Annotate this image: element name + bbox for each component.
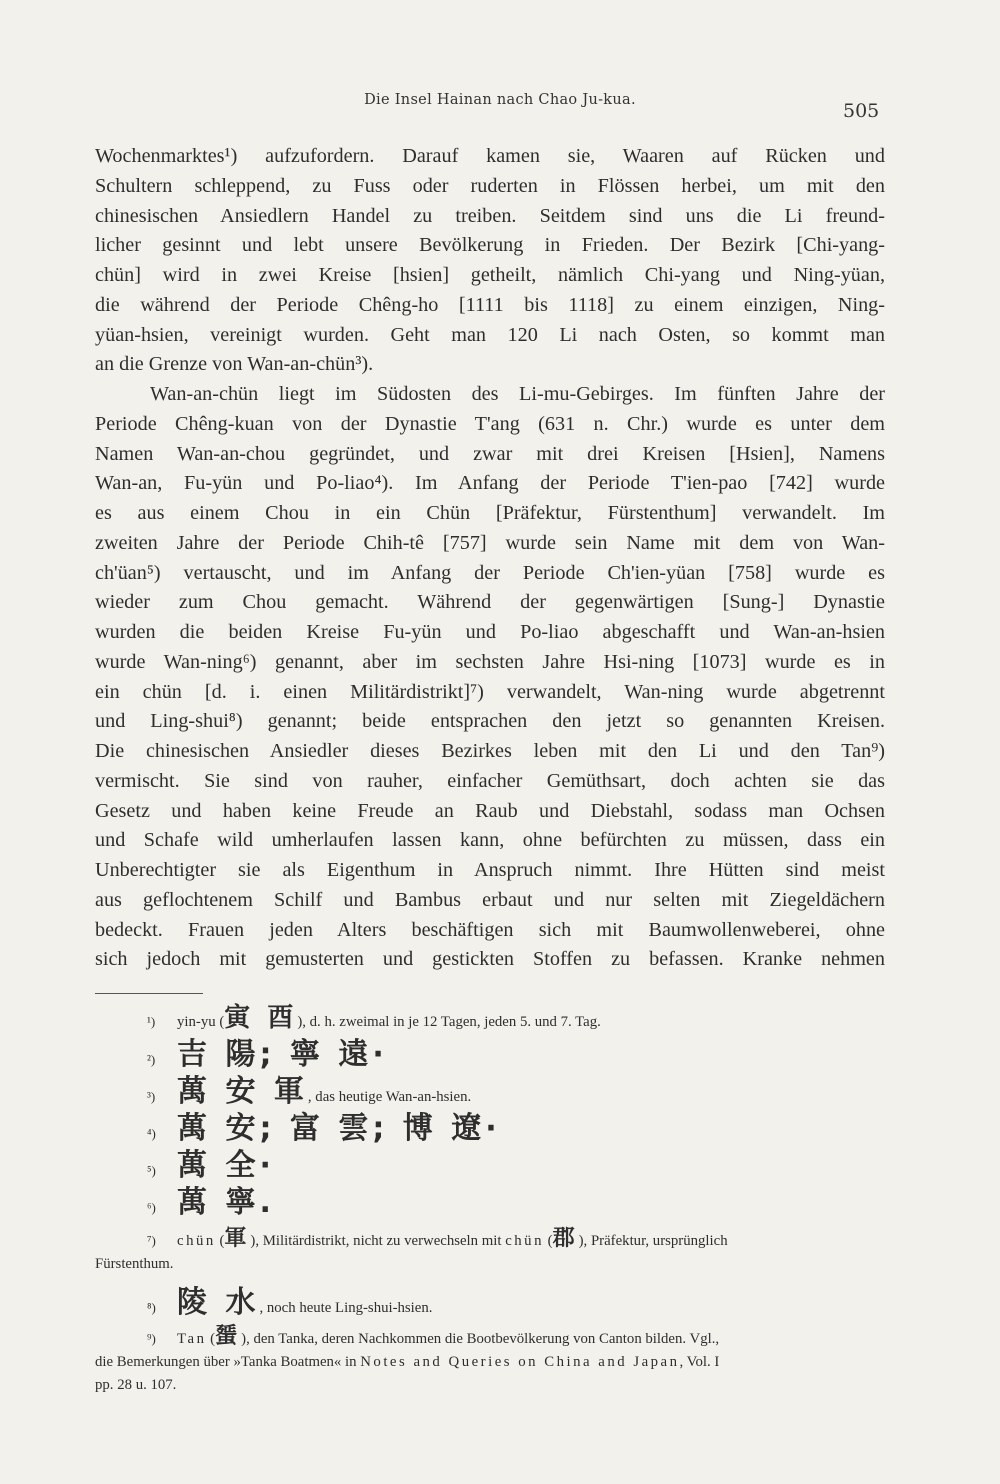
text-line: Schultern schleppend, zu Fuss oder ruderten in Flössen herbei, um mit den [95, 174, 885, 197]
footnote-text: , noch heute Ling-shui-hsien. [259, 1300, 433, 1316]
chinese-characters: 蜑 [215, 1324, 242, 1349]
footnote-marker: ⁷) [147, 1233, 156, 1248]
text-line: chinesischen Ansiedlern Handel zu treiben. Seitdem sind uns die Li freund- [95, 204, 885, 227]
chinese-characters: 軍 [224, 1226, 251, 1251]
page-number: 505 [843, 100, 880, 122]
footnote-5 [95, 1147, 885, 1184]
chinese-characters: 萬 寧. [177, 1185, 275, 1220]
text-line: Gesetz und haben keine Freude an Raub und Diebstahl, sodass man Ochsen [95, 799, 885, 822]
text-line: es aus einem Chou in ein Chün [Präfektur, Fürstenthum] verwandelt. Im [95, 502, 885, 524]
footnote-marker: ¹) [147, 1014, 156, 1029]
footnotes [95, 1000, 885, 1397]
footnote-marker: ⁸) [147, 1300, 156, 1315]
footnote-marker: ⁶) [147, 1200, 156, 1215]
footnote-text: ), d. h. zweimal in je 12 Tagen, jeden 5. und 7. Tag. [297, 1014, 601, 1030]
chinese-characters: 萬 全· [177, 1148, 275, 1183]
footnote-3 [95, 1073, 885, 1110]
text-line: ch'üan⁵) vertauscht, und im Anfang der Periode Ch'ien-yüan [758] wurde es [95, 561, 885, 584]
footnote-text: , das heutige Wan-an-hsien. [307, 1089, 472, 1105]
body-text [95, 142, 885, 975]
text-line: Unberechtigter sie als Eigenthum in Anspruch nimmt. Ihre Hütten sind meist [95, 859, 885, 881]
footnote-divider [95, 993, 203, 994]
footnote-text: pp. 28 u. 107. [95, 1377, 177, 1393]
text-line: und Ling-shui⁸) genannt; beide entsprachen den jetzt so genannten Kreisen. [95, 710, 885, 733]
chinese-characters: 萬 安; 富 雲; 博 遼· [177, 1111, 501, 1146]
chinese-characters: 萬 安 軍 [177, 1074, 308, 1109]
footnote-7 [95, 1227, 885, 1276]
text-line: sich jedoch mit gemusterten und gestickten Stoffen zu befassen. Kranke nehmen [95, 948, 885, 971]
chinese-characters: 陵 水 [177, 1285, 260, 1320]
footnote-6 [95, 1184, 885, 1221]
footnote-marker: ²) [147, 1052, 156, 1067]
footnote-text: ), Präfektur, ursprünglich [578, 1233, 728, 1249]
chinese-characters: 郡 [552, 1226, 579, 1251]
running-title: Die Insel Hainan nach Chao Ju-kua. [364, 92, 636, 108]
text-line: chün] wird in zwei Kreise [hsien] getheilt, nämlich Chi-yang und Ning-yüan, [95, 264, 885, 286]
chinese-characters: 吉 陽; 寧 遠· [177, 1037, 388, 1072]
text-line: bedeckt. Frauen jeden Alters beschäftigen sich mit Baumwollenweberei, ohne [95, 918, 885, 941]
text-line: wurden die beiden Kreise Fu-yün und Po-liao abgeschafft und Wan-an-hsien [95, 621, 885, 643]
footnote-marker: ³) [147, 1089, 156, 1104]
footnote-1 [95, 1000, 885, 1036]
text-line: und Schafe wild umherlaufen lassen kann, ohne befürchten zu müssen, dass ein [95, 829, 885, 852]
text-line: ein chün [d. i. einen Militärdistrikt]⁷) verwandelt, Wan-ning wurde abgetrennt [95, 680, 885, 703]
footnote-title: Notes and Queries on China and Japan [360, 1354, 680, 1370]
text-line: Periode Chêng-kuan von der Dynastie T'ang (631 n. Chr.) wurde es unter dem [95, 412, 885, 435]
text-line: die während der Periode Chêng-ho [1111 bis 1118] zu einem einzigen, Ning- [95, 293, 885, 316]
text-line: yüan-hsien, vereinigt wurden. Geht man 120 Li nach Osten, so kommt man [95, 323, 885, 346]
text-line: an die Grenze von Wan-an-chün³). [95, 353, 374, 376]
text-line: aus geflochtenem Schilf und Bambus erbaut und nur selten mit Ziegeldächern [95, 888, 885, 911]
footnote-text: ), Militärdistrikt, nicht zu verwechseln mit [250, 1233, 506, 1249]
footnote-term: chün [505, 1233, 544, 1249]
footnote-term: Tan [177, 1331, 207, 1347]
footnote-8 [95, 1284, 885, 1321]
text-line: Wan-an-chün liegt im Südosten des Li-mu-Gebirges. Im fünften Jahre der [150, 383, 885, 405]
footnote-text: Fürstenthum. [95, 1256, 174, 1272]
text-line: Wan-an, Fu-yün und Po-liao⁴). Im Anfang der Periode T'ien-pao [742] wurde [95, 472, 885, 495]
footnote-text: , Vol. I [679, 1354, 720, 1370]
text-line: wieder zum Chou gemacht. Während der gegenwärtigen [Sung-] Dynastie [95, 591, 885, 614]
footnote-4 [95, 1110, 885, 1147]
footnote-text: ( [543, 1233, 553, 1249]
text-line: Wochenmarktes¹) aufzufordern. Darauf kamen sie, Waaren auf Rücken und [95, 145, 885, 167]
text-line: Namen Wan-an-chou gegründet, und zwar mit drei Kreisen [Hsien], Namens [95, 442, 885, 465]
text-line: zweiten Jahre der Periode Chih-tê [757] wurde sein Name mit dem von Wan- [95, 531, 885, 554]
footnote-term: chün [177, 1233, 216, 1249]
footnote-text: ), den Tanka, deren Nachkommen die Bootbevölkerung von Canton bilden. Vgl., [241, 1331, 720, 1347]
text-line: vermischt. Sie sind von rauher, einfacher Gemüthsart, doch achten sie das [95, 769, 885, 792]
footnote-9 [95, 1325, 885, 1397]
footnote-text: ( [215, 1233, 225, 1249]
footnote-2 [95, 1036, 885, 1073]
footnote-text: yin-yu ( [177, 1014, 225, 1030]
text-line: Die chinesischen Ansiedler dieses Bezirkes leben mit den Li und den Tan⁹) [95, 740, 885, 762]
footnote-marker: ⁹) [147, 1331, 156, 1346]
footnote-marker: ⁵) [147, 1163, 156, 1178]
text-line: wurde Wan-ning⁶) genannt, aber im sechsten Jahre Hsi-ning [1073] wurde es in [95, 650, 885, 673]
text-line: licher gesinnt und lebt unsere Bevölkerung in Frieden. Der Bezirk [Chi-yang- [95, 234, 885, 257]
footnote-marker: ⁴) [147, 1126, 156, 1141]
chinese-characters: 寅 酉 [224, 1003, 298, 1033]
footnote-text: ( [206, 1331, 216, 1347]
footnote-text: die Bemerkungen über »Tanka Boatmen« in [95, 1354, 361, 1370]
